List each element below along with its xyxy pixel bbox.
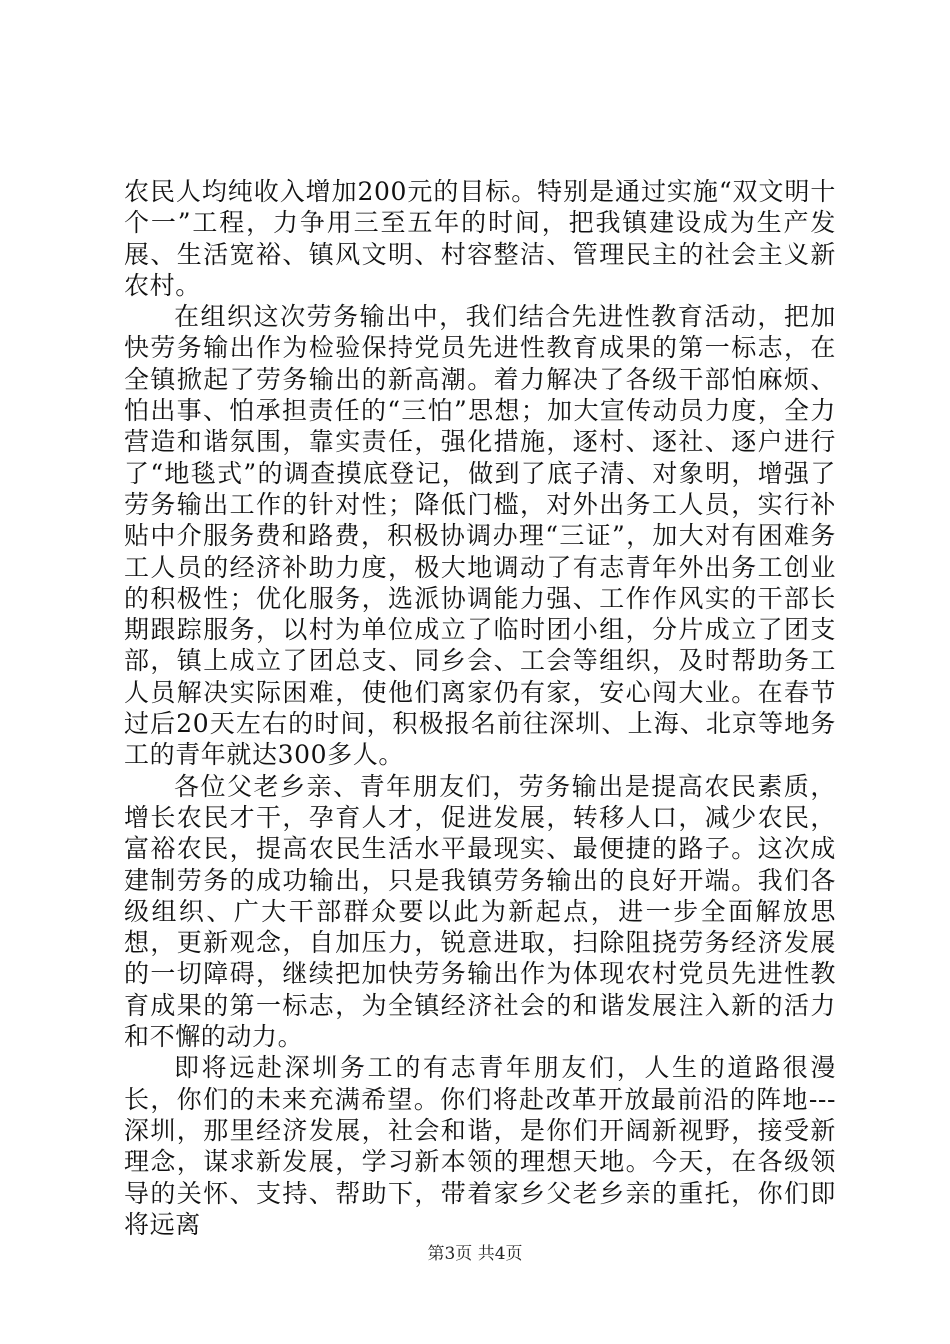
page-number-footer: 第3页 共4页	[427, 1244, 523, 1264]
paragraph-3: 各位父老乡亲、青年朋友们，劳务输出是提高农民素质，增长农民才干，孕育人才，促进发展，转移人口，减少农民，富裕农民，提高农民生活水平最现实、最便捷的路子。这次成建制劳务的成功输出，只是我镇劳务输出的良好开端。我们各级组织、广大干部群众要以此为新起点，进一步全面解放思想，更新观念，自加压力，锐意进取，扫除阻挠劳务经济发展的一切障碍，继续把加快劳务输出作为体现农村党员先进性教育成果的第一标志，为全镇经济社会的和谐发展注入新的活力和不懈的动力。	[124, 771, 836, 1052]
paragraph-1: 农民人均纯收入增加200元的目标。特别是通过实施“双文明十个一”工程，力争用三至五年的时间，把我镇建设成为生产发展、生活宽裕、镇风文明、村容整洁、管理民主的社会主义新农村。	[124, 177, 836, 300]
paragraph-4: 即将远赴深圳务工的有志青年朋友们，人生的道路很漫长，你们的未来充满希望。你们将赴改革开放最前沿的阵地---深圳，那里经济发展，社会和谐，是你们开阔新视野，接受新理念，谋求新发展，学习新本领的理想天地。今天，在各级领导的关怀、支持、帮助下，带着家乡父老乡亲的重托，你们即将远离	[124, 1053, 836, 1239]
body-text	[124, 176, 836, 1240]
paragraph-2: 在组织这次劳务输出中，我们结合先进性教育活动，把加快劳务输出作为检验保持党员先进性教育成果的第一标志，在全镇掀起了劳务输出的新高潮。着力解决了各级干部怕麻烦、怕出事、怕承担责任的“三怕”思想；加大宣传动员力度，全力营造和谐氛围，靠实责任，强化措施，逐村、逐社、逐户进行了“地毯式”的调查摸底登记，做到了底子清、对象明，增强了劳务输出工作的针对性；降低门槛，对外出务工人员，实行补贴中介服务费和路费，积极协调办理“三证”，加大对有困难务工人员的经济补助力度，极大地调动了有志青年外出务工创业的积极性；优化服务，选派协调能力强、工作作风实的干部长期跟踪服务，以村为单位成立了临时团小组，分片成立了团支部，镇上成立了团总支、同乡会、工会等组织，及时帮助务工人员解决实际困难，使他们离家仍有家，安心闯大业。在春节过后20天左右的时间，积极报名前往深圳、上海、北京等地务工的青年就达300多人。	[124, 302, 836, 770]
